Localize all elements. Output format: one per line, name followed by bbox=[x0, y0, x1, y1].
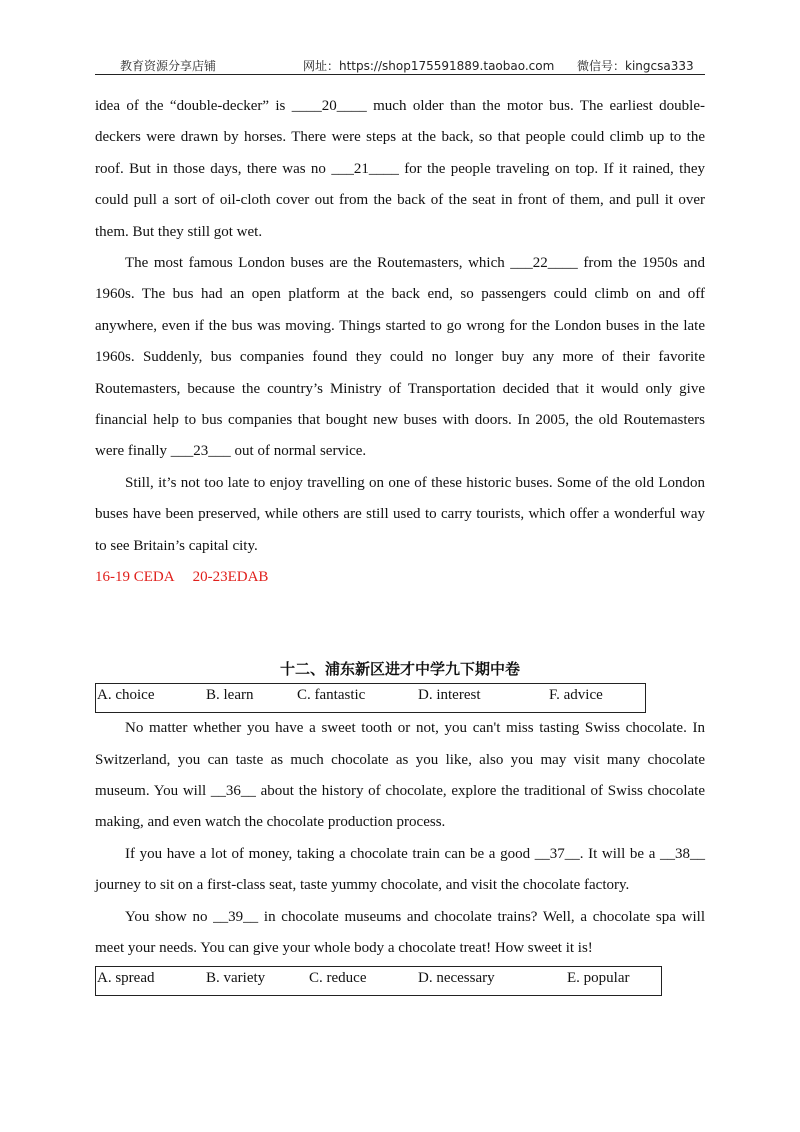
passage1-paragraph-3: Still, it’s not too late to enjoy travelling on one of these historic buses. Some of the old London buses have been preserved, while others are still used to carry tourists, which offer a wonderful way to see Britain’s capital city. bbox=[95, 474, 705, 554]
word-bank-1-option: A. choice bbox=[97, 687, 155, 704]
word-bank-2 bbox=[95, 966, 662, 996]
answer-key-20-23: 20-23EDAB bbox=[192, 569, 269, 586]
word-bank-1 bbox=[95, 683, 646, 713]
word-bank-1-option: C. fantastic bbox=[297, 687, 366, 704]
word-bank-2-option: A. spread bbox=[97, 970, 155, 987]
word-bank-2-option: C. reduce bbox=[309, 970, 367, 987]
passage2-paragraph-2: If you have a lot of money, taking a chocolate train can be a good __37__. It will be a __38__ journey to sit on a first-class seat, taste yummy chocolate, and visit the chocolate factory. bbox=[95, 845, 705, 894]
document-body bbox=[95, 91, 705, 996]
word-bank-1-option: B. learn bbox=[206, 687, 254, 704]
word-bank-2-option: B. variety bbox=[206, 970, 266, 987]
section-title: 十二、浦东新区进才中学九下期中卷 bbox=[279, 660, 520, 679]
header-shop-name: 教育资源分享店铺 bbox=[120, 59, 217, 73]
word-bank-1-option: D. interest bbox=[418, 687, 481, 704]
word-bank-1-option: F. advice bbox=[549, 687, 603, 704]
word-bank-2-option: E. popular bbox=[567, 970, 630, 987]
answer-key-16-19: 16-19 CEDA bbox=[95, 569, 175, 586]
word-bank-2-option: D. necessary bbox=[418, 970, 495, 987]
page-header bbox=[95, 54, 705, 75]
header-wechat: 微信号：kingcsa333 bbox=[577, 59, 694, 73]
passage1-paragraph-1: idea of the “double-decker” is ____20____ much older than the motor bus. The earliest double-deckers were drawn by horses. There were steps at the back, so that people could climb up to the roof. But in those days, there was no ___21____ for the people traveling on top. If it rained, they could pull a sort of oil-cloth cover out from the back of the seat in front of them, and pull it over them. But they still got wet. bbox=[95, 98, 705, 240]
passage1-paragraph-2: The most famous London buses are the Routemasters, which ___22____ from the 1950s and 1960s. The bus had an open platform at the back end, so passengers could climb on and off anywhere, even if the bus was moving. Things started to go wrong for the London buses in the late 1960s. Suddenly, bus companies found they could no longer buy any more of their favorite Routemasters, because the country’s Ministry of Transportation decided that it would only give financial help to bus companies that bought new buses with doors. In 2005, the old Routemasters were finally ___23___ out of normal service. bbox=[95, 255, 705, 460]
answer-key bbox=[95, 562, 705, 593]
passage2-paragraph-3: You show no __39__ in chocolate museums and chocolate trains? Well, a chocolate spa will meet your needs. You can give your whole body a chocolate treat! How sweet it is! bbox=[95, 908, 705, 956]
header-website: 网址：https://shop175591889.taobao.com bbox=[303, 59, 555, 73]
passage2-paragraph-1: No matter whether you have a sweet tooth or not, you can't miss tasting Swiss chocolate. In Switzerland, you can taste as much chocolate as you like, also you may visit many chocolate museum. You will __36__ about the history of chocolate, explore the traditional of Swiss chocolate making, and even watch the chocolate production process. bbox=[95, 720, 705, 831]
